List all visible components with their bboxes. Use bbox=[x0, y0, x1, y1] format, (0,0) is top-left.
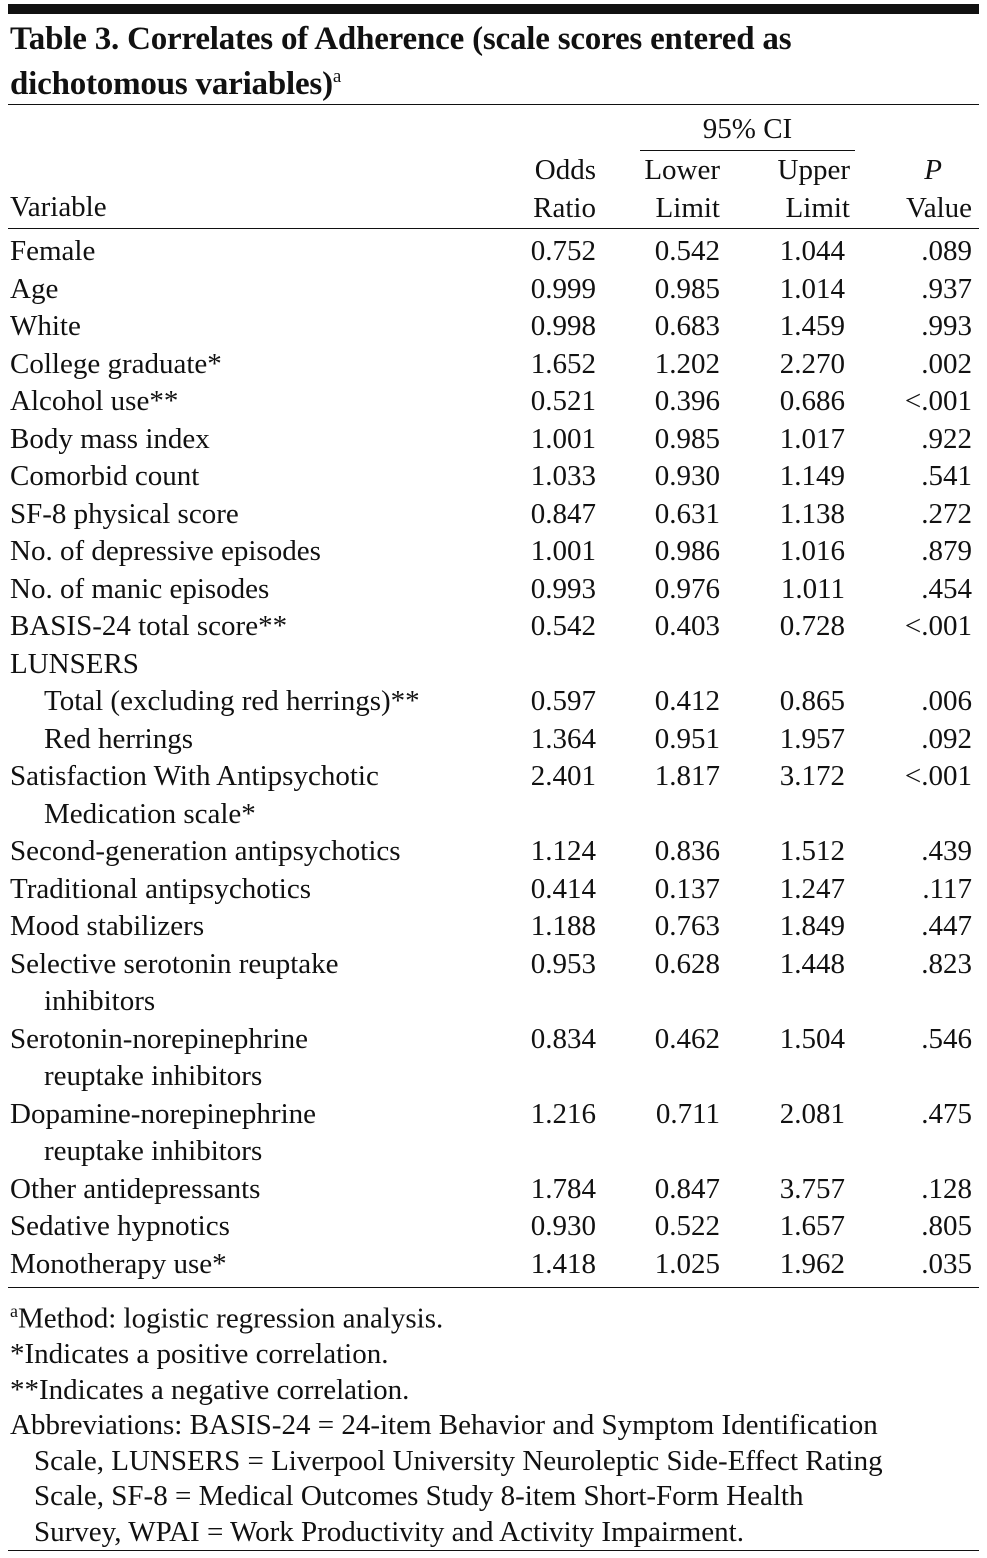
header-lower-line1: Lower bbox=[644, 154, 720, 186]
variable-label: Total (excluding red herrings)** bbox=[44, 685, 420, 717]
lower-limit-cell: 0.412 bbox=[654, 685, 720, 717]
footnote-abbreviations-4: Survey, WPAI = Work Productivity and Activity Impairment. bbox=[34, 1515, 744, 1548]
lower-limit-cell: 0.986 bbox=[654, 535, 720, 567]
odds-ratio-cell: 0.834 bbox=[530, 1022, 596, 1055]
lower-limit-cell: 0.628 bbox=[654, 947, 720, 980]
odds-ratio-cell: 1.001 bbox=[530, 422, 596, 455]
p-value-cell: .092 bbox=[921, 722, 972, 755]
table-row bbox=[10, 533, 975, 571]
top-rule bbox=[8, 4, 979, 14]
upper-limit-cell: 1.149 bbox=[779, 460, 845, 492]
table-row bbox=[10, 1021, 975, 1059]
variable-label-continuation: inhibitors bbox=[44, 985, 156, 1017]
table-row bbox=[10, 946, 975, 984]
variable-label: SF-8 physical score bbox=[10, 497, 239, 530]
table-row bbox=[10, 1096, 975, 1134]
upper-limit-cell: 1.016 bbox=[779, 535, 845, 567]
p-value-cell: .922 bbox=[921, 422, 972, 455]
variable-label: No. of manic episodes bbox=[10, 572, 270, 605]
upper-limit-cell: 2.081 bbox=[779, 1097, 845, 1130]
header-odds-line1: Odds bbox=[534, 154, 596, 186]
upper-limit-cell: 0.865 bbox=[779, 685, 845, 717]
table-row-continuation bbox=[10, 1133, 975, 1171]
upper-limit-cell: 1.657 bbox=[779, 1210, 845, 1242]
variable-label: Female bbox=[10, 235, 96, 267]
table-bottom-rule bbox=[8, 1287, 979, 1288]
odds-ratio-cell: 0.999 bbox=[530, 272, 596, 305]
variable-label-continuation: reuptake inhibitors bbox=[44, 1060, 263, 1092]
odds-ratio-cell: 1.001 bbox=[530, 535, 596, 567]
variable-label: LUNSERS bbox=[10, 647, 139, 680]
upper-limit-cell: 0.686 bbox=[779, 385, 845, 417]
table-row bbox=[10, 833, 975, 871]
odds-ratio-cell: 1.364 bbox=[530, 722, 596, 755]
title-footnote-marker: a bbox=[332, 66, 342, 87]
variable-label: No. of depressive episodes bbox=[10, 535, 321, 567]
variable-label-continuation: reuptake inhibitors bbox=[44, 1135, 263, 1167]
upper-limit-cell: 2.270 bbox=[779, 347, 845, 380]
header-upper-limit bbox=[725, 152, 850, 227]
ci-header: 95% CI bbox=[702, 113, 793, 145]
variable-label: Mood stabilizers bbox=[10, 910, 205, 942]
footnote-negative: **Indicates a negative correlation. bbox=[10, 1373, 410, 1406]
variable-label: Comorbid count bbox=[10, 460, 200, 492]
p-value-cell: .879 bbox=[921, 535, 972, 567]
variable-label: Body mass index bbox=[10, 422, 210, 455]
p-value-cell: .002 bbox=[921, 347, 972, 380]
p-value-cell: <.001 bbox=[904, 760, 972, 792]
footnote-abbreviations-2: Scale, LUNSERS = Liverpool University Neuroleptic Side-Effect Rating bbox=[34, 1444, 883, 1477]
table-row bbox=[10, 233, 975, 271]
variable-label: Selective serotonin reuptake bbox=[10, 947, 339, 980]
header-rule bbox=[8, 228, 979, 229]
lower-limit-cell: 1.817 bbox=[654, 760, 720, 792]
odds-ratio-cell: 1.033 bbox=[530, 460, 596, 492]
lower-limit-cell: 0.763 bbox=[654, 910, 720, 942]
table-row bbox=[10, 421, 975, 459]
variable-label: Age bbox=[10, 272, 59, 305]
table-row-continuation bbox=[10, 796, 975, 834]
p-value-cell: .454 bbox=[921, 572, 972, 605]
p-value-cell: .447 bbox=[921, 910, 972, 942]
odds-ratio-cell: 0.998 bbox=[530, 310, 596, 342]
variable-label: Red herrings bbox=[44, 722, 193, 755]
lower-limit-cell: 0.631 bbox=[654, 497, 720, 530]
odds-ratio-cell: 1.784 bbox=[530, 1172, 596, 1205]
lower-limit-cell: 0.137 bbox=[654, 872, 720, 905]
lower-limit-cell: 0.462 bbox=[654, 1022, 720, 1055]
upper-limit-cell: 3.172 bbox=[779, 760, 845, 792]
p-value-cell: .546 bbox=[921, 1022, 972, 1055]
footnote-a bbox=[10, 1294, 985, 1337]
upper-limit-cell: 1.459 bbox=[779, 310, 845, 342]
odds-ratio-cell: 1.418 bbox=[530, 1247, 596, 1280]
header-odds-ratio bbox=[476, 152, 596, 227]
odds-ratio-cell: 0.521 bbox=[530, 385, 596, 417]
lower-limit-cell: 0.976 bbox=[654, 572, 720, 605]
upper-limit-cell: 1.849 bbox=[779, 910, 845, 942]
table-row bbox=[10, 1208, 975, 1246]
upper-limit-cell: 1.044 bbox=[779, 235, 845, 267]
variable-label: Second-generation antipsychotics bbox=[10, 835, 401, 867]
p-value-cell: .541 bbox=[921, 460, 972, 492]
odds-ratio-cell: 0.752 bbox=[530, 235, 596, 267]
p-value-cell: .823 bbox=[921, 947, 972, 980]
table-row bbox=[10, 646, 975, 684]
variable-label: Serotonin-norepinephrine bbox=[10, 1022, 308, 1055]
upper-limit-cell: 1.512 bbox=[779, 835, 845, 867]
table-row-continuation bbox=[10, 1058, 975, 1096]
p-value-cell: .475 bbox=[921, 1097, 972, 1130]
table-row bbox=[10, 1171, 975, 1209]
upper-limit-cell: 1.504 bbox=[779, 1022, 845, 1055]
title-line-2 bbox=[10, 58, 970, 103]
table-row bbox=[10, 383, 975, 421]
lower-limit-cell: 0.542 bbox=[654, 235, 720, 267]
header-odds-line2: Ratio bbox=[533, 191, 596, 224]
footnote-abbreviations-3: Scale, SF-8 = Medical Outcomes Study 8-item Short-Form Health bbox=[34, 1480, 804, 1513]
lower-limit-cell: 0.985 bbox=[654, 272, 720, 305]
header-upper-line2: Limit bbox=[785, 191, 850, 224]
table-row bbox=[10, 721, 975, 759]
p-value-cell: <.001 bbox=[904, 385, 972, 417]
lower-limit-cell: 0.403 bbox=[654, 610, 720, 642]
upper-limit-cell: 3.757 bbox=[779, 1172, 845, 1205]
header-p-line1: P bbox=[924, 154, 942, 186]
lower-limit-cell: 0.951 bbox=[654, 722, 720, 755]
p-value-cell: .272 bbox=[921, 497, 972, 530]
variable-label: Dopamine-norepinephrine bbox=[10, 1097, 317, 1130]
variable-label: Traditional antipsychotics bbox=[10, 872, 311, 905]
lower-limit-cell: 0.930 bbox=[654, 460, 720, 492]
lower-limit-cell: 1.025 bbox=[654, 1247, 720, 1280]
header-upper-line1: Upper bbox=[777, 154, 850, 186]
upper-limit-cell: 1.247 bbox=[779, 872, 845, 905]
odds-ratio-cell: 2.401 bbox=[530, 760, 596, 792]
header-p-value bbox=[852, 152, 972, 227]
footnotes bbox=[10, 1294, 985, 1550]
odds-ratio-cell: 0.953 bbox=[530, 947, 596, 980]
header-lower-line2: Limit bbox=[655, 191, 720, 224]
table-row bbox=[10, 871, 975, 909]
odds-ratio-cell: 0.993 bbox=[530, 572, 596, 605]
p-value-cell: .993 bbox=[921, 310, 972, 342]
title-text: dichotomous variables) bbox=[10, 66, 333, 102]
upper-limit-cell: 1.011 bbox=[780, 572, 845, 605]
table-row bbox=[10, 1246, 975, 1284]
title-line-1: Table 3. Correlates of Adherence (scale scores entered as bbox=[10, 21, 792, 57]
p-value-cell: .439 bbox=[921, 835, 972, 867]
variable-label: Alcohol use** bbox=[10, 385, 179, 417]
p-value-cell: .937 bbox=[921, 272, 972, 305]
title-rule bbox=[8, 104, 979, 105]
footnote-abbreviations-1: Abbreviations: BASIS-24 = 24-item Behavior and Symptom Identification bbox=[10, 1409, 878, 1442]
lower-limit-cell: 0.683 bbox=[654, 310, 720, 342]
upper-limit-cell: 1.138 bbox=[779, 497, 845, 530]
table-body bbox=[10, 233, 975, 1283]
header-lower-limit bbox=[600, 152, 720, 227]
odds-ratio-cell: 1.188 bbox=[530, 910, 596, 942]
upper-limit-cell: 1.962 bbox=[779, 1247, 845, 1280]
variable-label: Satisfaction With Antipsychotic bbox=[10, 760, 379, 792]
upper-limit-cell: 1.017 bbox=[779, 422, 845, 455]
p-value-cell: .805 bbox=[921, 1210, 972, 1242]
table-row bbox=[10, 908, 975, 946]
table-row bbox=[10, 496, 975, 534]
variable-label: Other antidepressants bbox=[10, 1172, 261, 1205]
lower-limit-cell: 0.836 bbox=[654, 835, 720, 867]
header-p-line2: Value bbox=[905, 191, 972, 224]
table-row bbox=[10, 271, 975, 309]
upper-limit-cell: 0.728 bbox=[779, 610, 845, 642]
variable-label: College graduate* bbox=[10, 347, 222, 380]
upper-limit-cell: 1.448 bbox=[779, 947, 845, 980]
variable-label: Sedative hypnotics bbox=[10, 1210, 230, 1242]
lower-limit-cell: 0.711 bbox=[655, 1097, 720, 1130]
odds-ratio-cell: 0.847 bbox=[530, 497, 596, 530]
table-row bbox=[10, 308, 975, 346]
variable-label: BASIS-24 total score** bbox=[10, 610, 288, 642]
table-row-continuation bbox=[10, 983, 975, 1021]
odds-ratio-cell: 0.414 bbox=[530, 872, 596, 905]
footnote-positive: *Indicates a positive correlation. bbox=[10, 1338, 389, 1371]
p-value-cell: .035 bbox=[921, 1247, 972, 1280]
footnote-a-marker: a bbox=[10, 1301, 18, 1321]
p-value-cell: .089 bbox=[921, 235, 972, 267]
variable-label: White bbox=[10, 310, 81, 342]
variable-label-continuation: Medication scale* bbox=[44, 797, 256, 830]
p-value-cell: .128 bbox=[921, 1172, 972, 1205]
lower-limit-cell: 0.985 bbox=[654, 422, 720, 455]
table-row bbox=[10, 683, 975, 721]
table-row bbox=[10, 758, 975, 796]
table-row bbox=[10, 346, 975, 384]
lower-limit-cell: 0.522 bbox=[654, 1210, 720, 1242]
p-value-cell: <.001 bbox=[904, 610, 972, 642]
table-title bbox=[10, 20, 970, 103]
lower-limit-cell: 0.396 bbox=[654, 385, 720, 417]
odds-ratio-cell: 0.597 bbox=[530, 685, 596, 717]
odds-ratio-cell: 1.124 bbox=[530, 835, 596, 867]
table-row bbox=[10, 571, 975, 609]
lower-limit-cell: 1.202 bbox=[654, 347, 720, 380]
variable-label: Monotherapy use* bbox=[10, 1247, 227, 1280]
odds-ratio-cell: 0.930 bbox=[530, 1210, 596, 1242]
table-row bbox=[10, 608, 975, 646]
odds-ratio-cell: 1.652 bbox=[530, 347, 596, 380]
p-value-cell: .117 bbox=[922, 872, 972, 905]
odds-ratio-cell: 0.542 bbox=[530, 610, 596, 642]
odds-ratio-cell: 1.216 bbox=[530, 1097, 596, 1130]
footnote-a-text: Method: logistic regression analysis. bbox=[18, 1302, 444, 1335]
p-value-cell: .006 bbox=[921, 685, 972, 717]
ci-rule bbox=[640, 150, 855, 151]
bottom-rule bbox=[8, 1550, 979, 1551]
header-variable: Variable bbox=[10, 191, 107, 223]
lower-limit-cell: 0.847 bbox=[654, 1172, 720, 1205]
upper-limit-cell: 1.014 bbox=[779, 272, 845, 305]
upper-limit-cell: 1.957 bbox=[779, 722, 845, 755]
table-row bbox=[10, 458, 975, 496]
